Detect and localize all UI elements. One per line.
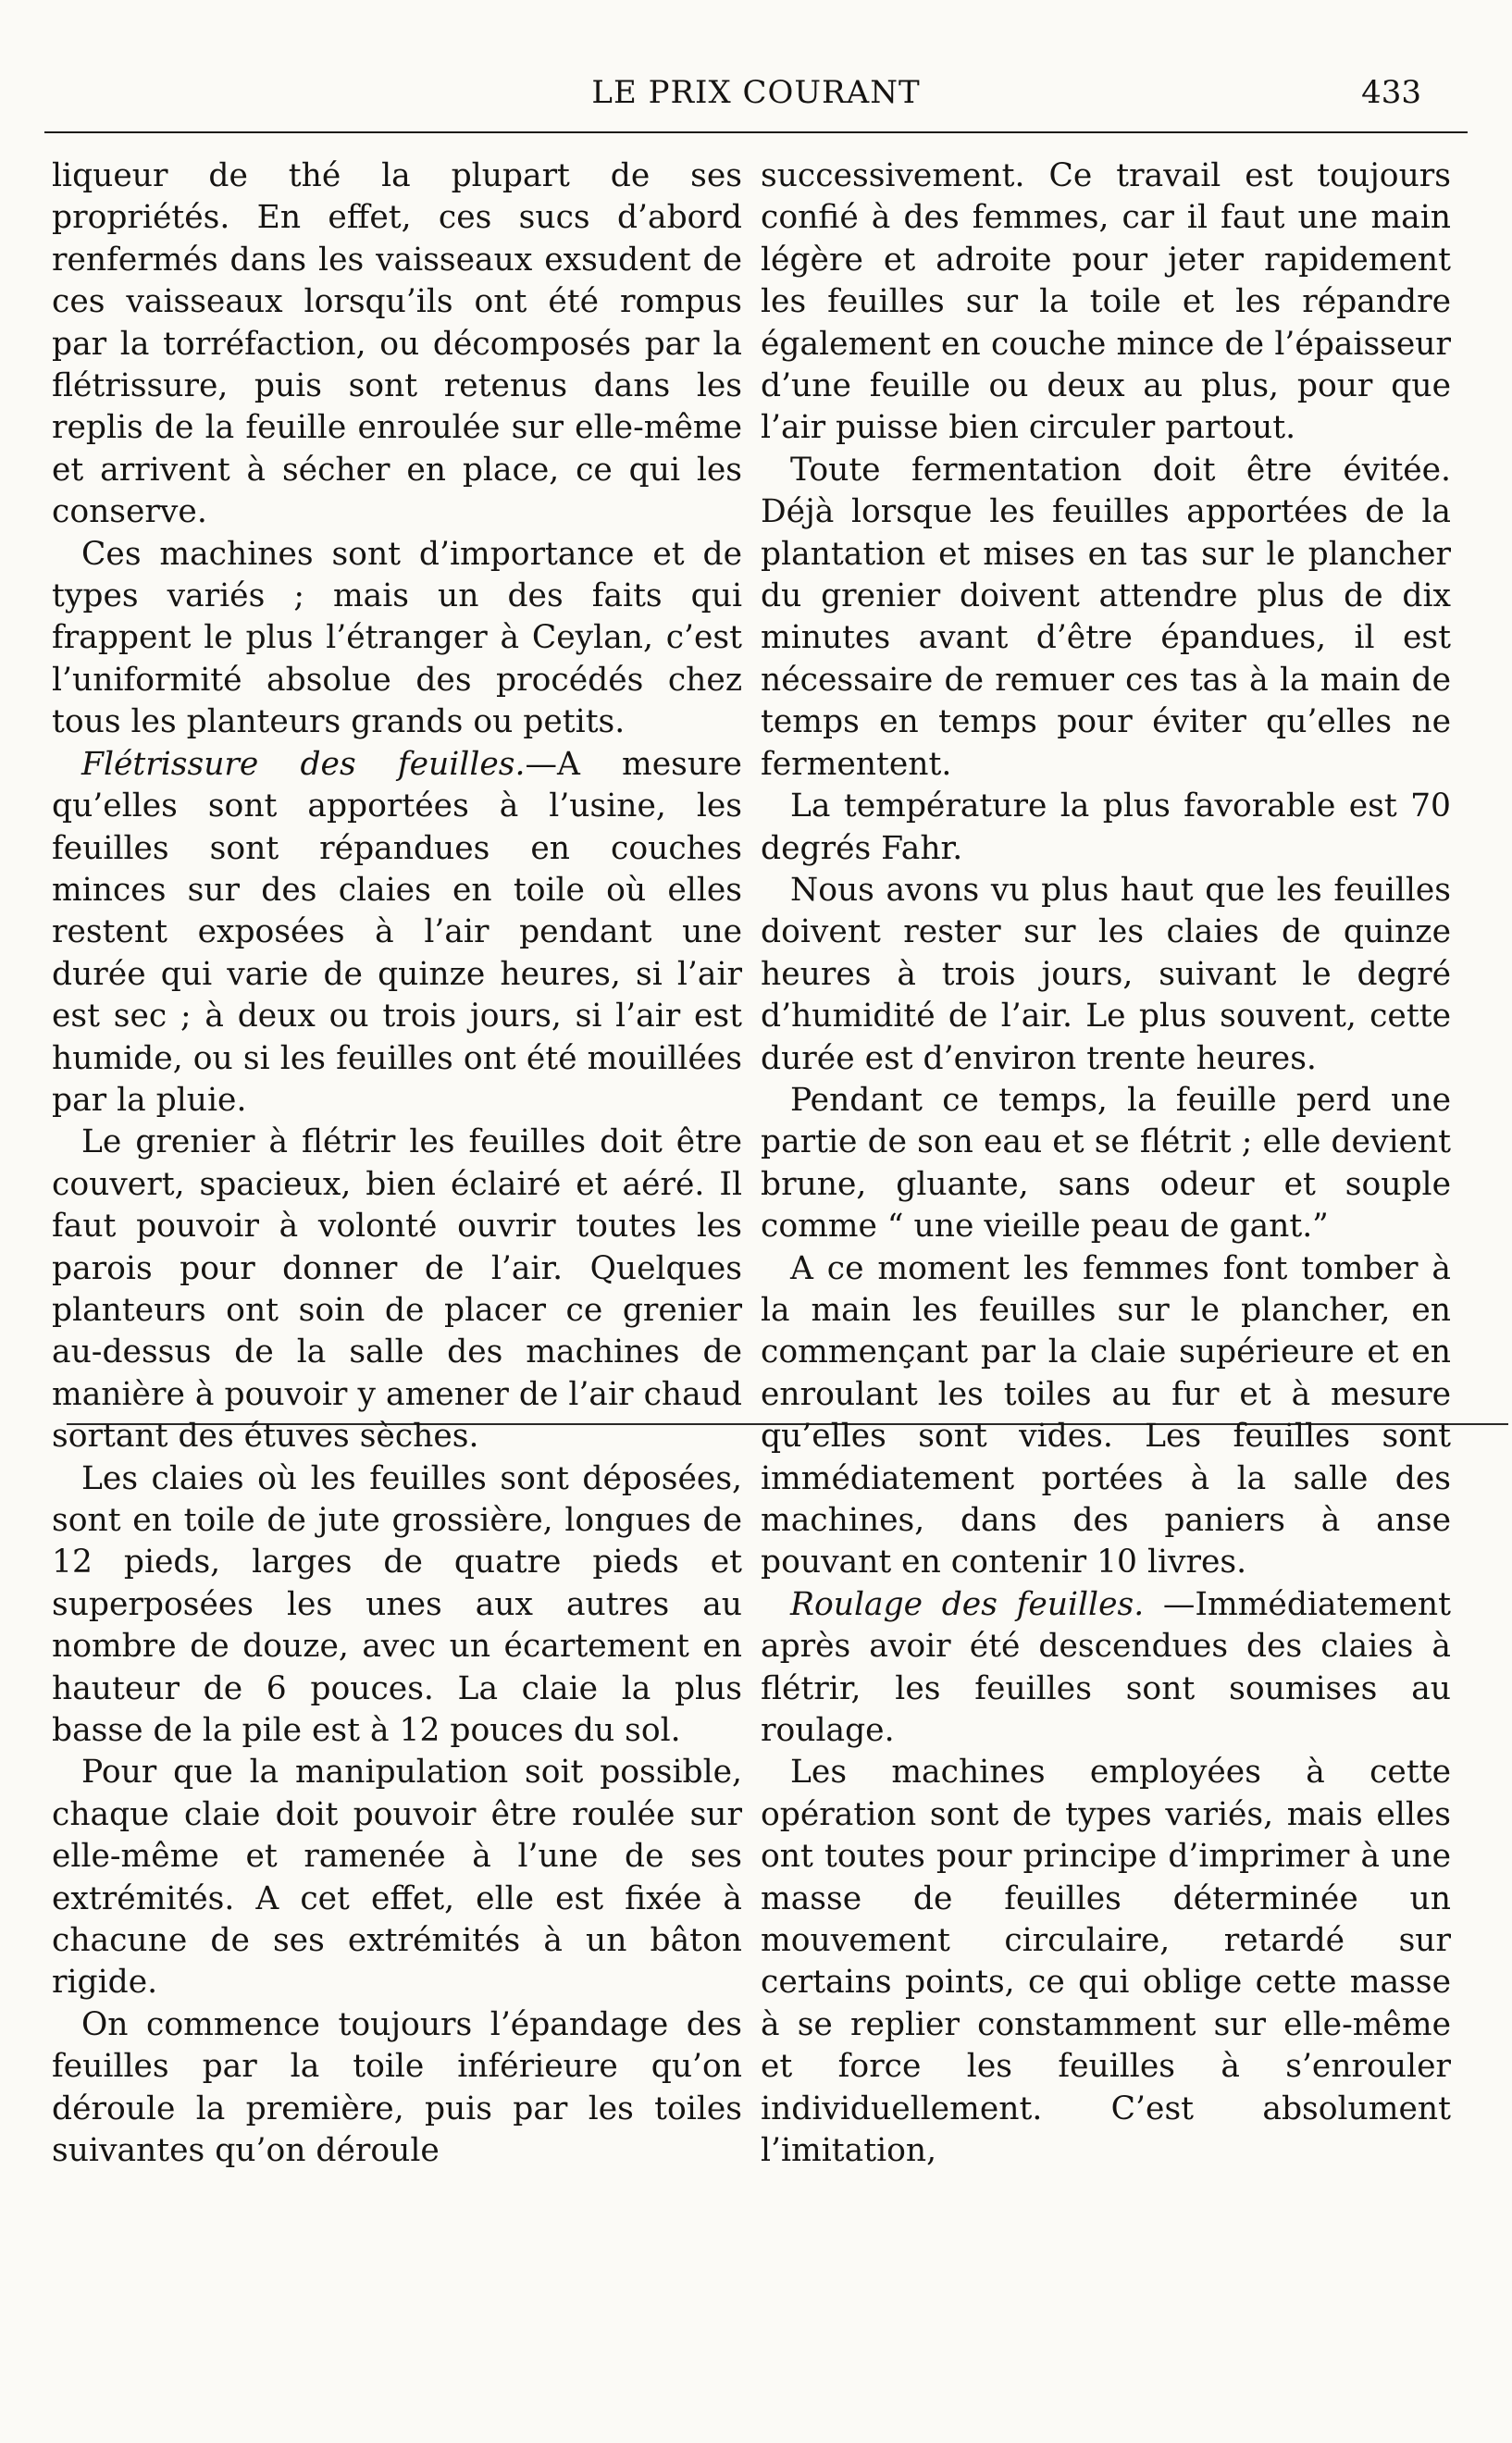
running-title: LE PRIX COURANT bbox=[591, 74, 921, 111]
paragraph: Les claies où les feuilles sont déposées, sont en toile de jute grossière, longues de 12 pieds, larges de quatre pieds et superposées les unes aux autres au nombre de douze, avec un écartement en hauteur de 6 pouces. La claie la plus basse de la pile est à 12 pouces du sol. bbox=[52, 1459, 742, 1750]
paragraph: successivement. Ce travail est toujours confié à des femmes, car il faut une main légère et adroite pour jeter rapidement les feuilles sur la toile et les répandre également en couche mince de l’épaisseur d’une feuille ou deux au plus, pour que l’air puisse bien circuler partout. bbox=[761, 157, 1451, 447]
paragraph: Toute fermentation doit être évitée. Déjà lorsque les feuilles apportées de la plantation et mises en tas sur le plancher du grenier doivent attendre plus de dix minutes avant d’être épandues, il est nécessaire de remuer ces tas à la main de temps en temps pour éviter qu’elles ne fermentent. bbox=[761, 451, 1451, 783]
paragraph bbox=[761, 1584, 1451, 1753]
paragraph: Ces machines sont d’importance et de types variés ; mais un des faits qui frappent le plus l’étranger à Ceylan, c’est l’uniformité absolue des procédés chez tous les planteurs grands ou petits. bbox=[52, 535, 742, 741]
paragraph-text: —A mesure qu’elles sont apportées à l’usine, les feuilles sont répandues en couches minces sur des claies en toile où elles restent exposées à l’air pendant une durée qui varie de quinze heures, si l’air est sec ; à deux ou trois jours, si l’air est humide, ou si les feuilles ont été mouillées par la pluie. bbox=[52, 745, 742, 1119]
paragraph: liqueur de thé la plupart de ses propriétés. En effet, ces sucs d’abord renfermés dans les vaisseaux exsudent de ces vaisseaux lorsqu’ils ont été rompus par la torréfaction, ou décomposés par la flétrissure, puis sont retenus dans les replis de la feuille enroulée sur elle-même et arrivent à sécher en place, ce qui les conserve. bbox=[52, 157, 742, 531]
page-number: 433 bbox=[1361, 74, 1421, 111]
paragraph: Les machines employées à cette opération sont de types variés, mais elles ont toutes pour principe d’imprimer à une masse de feuilles déterminée un mouvement circulaire, retardé sur certains points, ce qui oblige cette masse à se replier constamment sur elle-même et force les feuilles à s’enrouler individuellement. C’est absolument l’imitation, bbox=[761, 1754, 1451, 2170]
paragraph-text: —Immédiatement après avoir été descendues des claies à flétrir, les feuilles sont soumises au roulage. bbox=[761, 1585, 1451, 1750]
paragraph: On commence toujours l’épandage des feuilles par la toile inférieure qu’on déroule la première, puis par les toiles suivantes qu’on déroule bbox=[52, 2005, 742, 2170]
left-column bbox=[52, 155, 742, 2173]
paragraph: A ce moment les femmes font tomber à la main les feuilles sur le plancher, en commençant par la claie supérieure et en enroulant les toiles au fur et à mesure qu’elles sont vides. Les feuilles sont immédiatement portées à la salle des machines, dans des paniers à anse pouvant en contenir 10 livres. bbox=[761, 1249, 1451, 1581]
section-heading: Flétrissure des feuilles. bbox=[81, 745, 526, 783]
paragraph: La température la plus favorable est 70 degrés Fahr. bbox=[761, 787, 1451, 867]
paragraph bbox=[52, 744, 742, 1122]
section-heading: Roulage des feuilles. bbox=[790, 1585, 1145, 1623]
paragraph: Pour que la manipulation soit possible, chaque claie doit pouvoir être roulée sur elle-même et ramenée à l’une de ses extrémités. A cet effet, elle est fixée à chacune de ses extrémités à un bâton rigide. bbox=[52, 1754, 742, 2002]
paragraph: Le grenier à flétrir les feuilles doit être couvert, spacieux, bien éclairé et aéré. Il faut pouvoir à volonté ouvrir toutes les parois pour donner de l’air. Quelques planteurs ont soin de placer ce grenier au-dessus de la salle des machines de manière à pouvoir y amener de l’air chaud sortant des étuves sèches. bbox=[52, 1123, 742, 1456]
page-header bbox=[44, 70, 1468, 133]
paragraph: Nous avons vu plus haut que les feuilles doivent rester sur les claies de quinze heures à trois jours, suivant le degré d’humidité de l’air. Le plus souvent, cette durée est d’environ trente heures. bbox=[761, 871, 1451, 1077]
right-column bbox=[761, 155, 1451, 2173]
paragraph: Pendant ce temps, la feuille perd une partie de son eau et se flétrit ; elle devient brune, gluante, sans odeur et souple comme “ une vieille peau de gant.” bbox=[761, 1081, 1451, 1246]
